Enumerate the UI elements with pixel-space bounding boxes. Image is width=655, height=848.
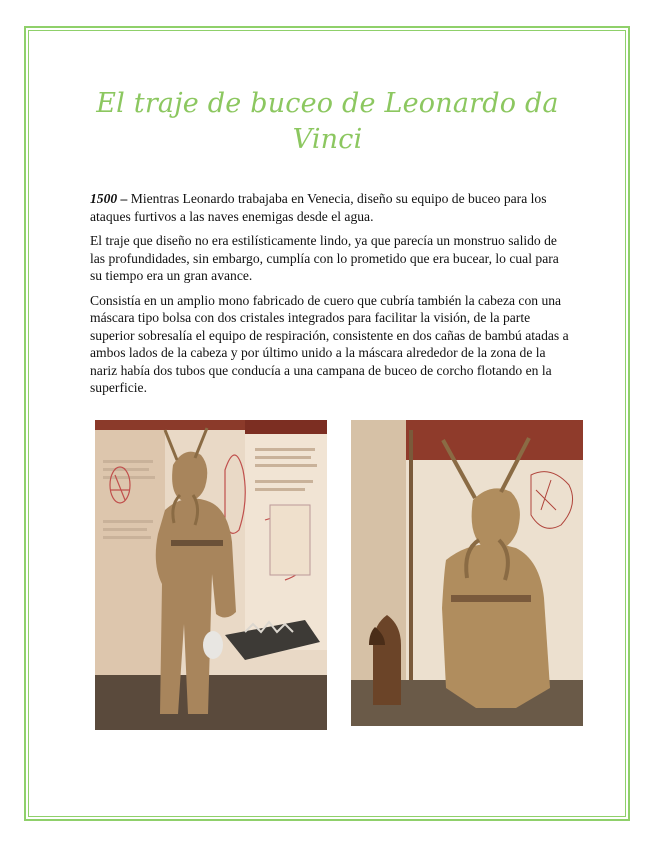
- paragraph-intro: [90, 190, 570, 225]
- paragraph-intro-text: Mientras Leonardo trabajaba en Venecia, diseño su equipo de buceo para los ataques furtivos a las naves enemigas desde el agua.: [90, 191, 547, 224]
- paragraph-details: Consistía en un amplio mono fabricado de cuero que cubría también la cabeza con una máscara tipo bolsa con dos cristales integrados para facilitar la visión, de la parte superior sobresalía el equipo de respiración, consistente en dos cañas de bambú atadas a ambos lados de la cabeza y por último unido a la máscara alrededor de la zona de la nariz había dos tubos que conducía a una campana de buceo de corcho flotando en la superficie.: [90, 292, 569, 395]
- diving-suit-photo-right: [351, 420, 583, 726]
- article-body: [90, 190, 570, 404]
- page-title: El traje de buceo de Leonardo da Vinci: [96, 88, 559, 155]
- diving-suit-photo-left: [95, 420, 327, 730]
- paragraph-description: El traje que diseño no era estilísticamente lindo, ya que parecía un monstruo salido de las profundidades, sin embargo, cumplía con lo prometido que era bucear, lo cual para su tiempo era un gran avance.: [90, 233, 559, 283]
- year-label: 1500 –: [90, 191, 128, 206]
